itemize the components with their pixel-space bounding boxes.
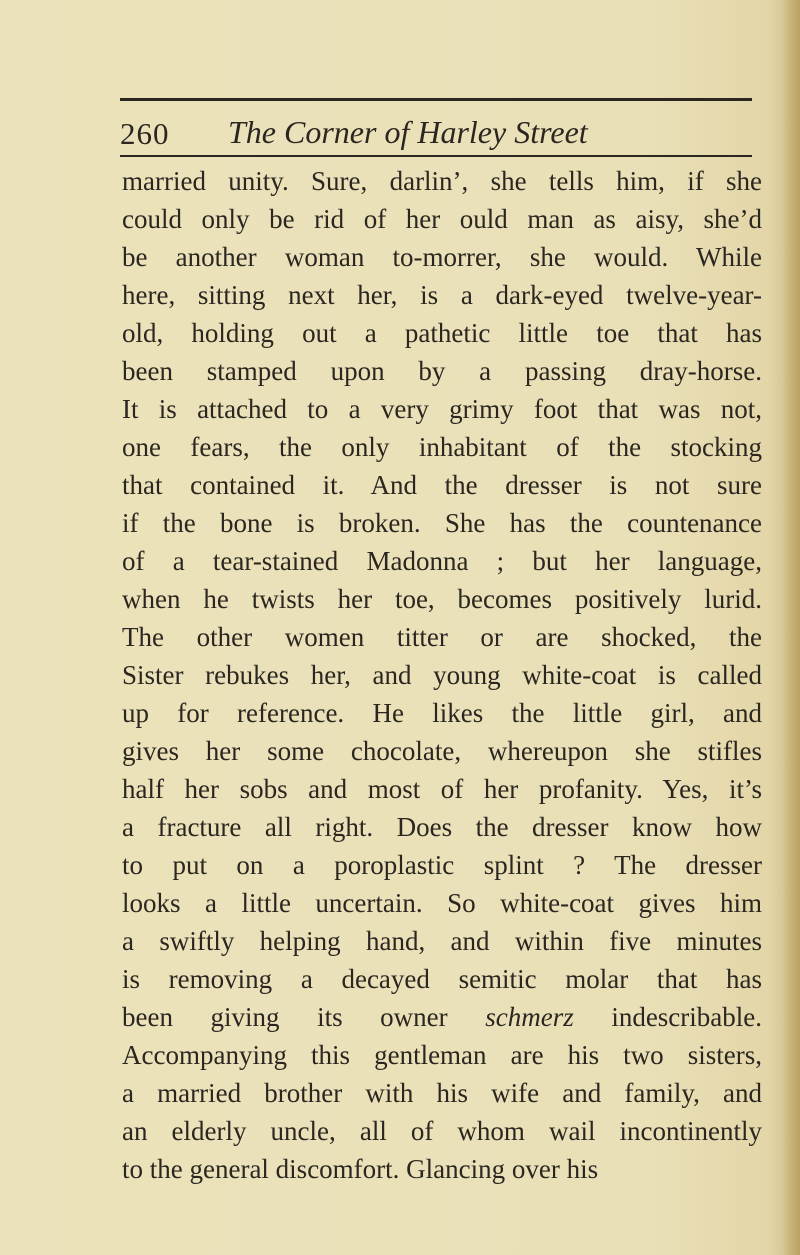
text-line-22: is removing a decayed semitic molar that has	[122, 964, 762, 994]
text-line-21: a swiftly helping hand, and within five minutes	[122, 926, 762, 956]
page-edge-shadow	[782, 0, 800, 1255]
text-line-6: been stamped upon by a passing dray-horse.	[122, 356, 762, 386]
text-line-16: gives her some chocolate, whereupon she stifles	[122, 736, 762, 766]
text-line-3: be another woman to-morrer, she would. While	[122, 242, 762, 272]
text-line-17: half her sobs and most of her profanity. Yes, it’s	[122, 774, 762, 804]
text-line-23-end: indescribable.	[611, 1002, 763, 1032]
running-head	[118, 110, 758, 152]
header-rule-top	[120, 98, 752, 101]
text-line-12: when he twists her toe, becomes positively lurid.	[122, 584, 762, 614]
text-line-15: up for reference. He likes the little girl, and	[122, 698, 762, 728]
text-line-8: one fears, the only inhabitant of the stocking	[122, 432, 762, 462]
text-line-27: to the general discomfort. Glancing over his	[122, 1154, 599, 1184]
text-line-14: Sister rebukes her, and young white-coat is called	[122, 660, 762, 690]
text-line-10: if the bone is broken. She has the countenance	[122, 508, 762, 538]
text-line-25: a married brother with his wife and family, and	[122, 1078, 762, 1108]
text-line-5: old, holding out a pathetic little toe that has	[122, 318, 762, 348]
text-line-23-start: been giving its owner	[122, 1002, 448, 1032]
text-line-13: The other women titter or are shocked, the	[122, 622, 762, 652]
body-text	[122, 162, 762, 1188]
text-line-4: here, sitting next her, is a dark-eyed twelve-year-	[122, 280, 762, 310]
text-line-19: to put on a poroplastic splint ? The dresser	[122, 850, 762, 880]
italic-word-schmerz: schmerz	[485, 1002, 574, 1032]
text-line-18: a fracture all right. Does the dresser know how	[122, 812, 762, 842]
text-line-23	[122, 998, 762, 1036]
page-number: 260	[120, 116, 170, 151]
text-line-11: of a tear-stained Madonna ; but her language,	[122, 546, 762, 576]
header-rule-bottom	[120, 155, 752, 157]
running-title: The Corner of Harley Street	[228, 114, 588, 150]
text-line-2: could only be rid of her ould man as aisy, she’d	[122, 204, 762, 234]
text-line-9: that contained it. And the dresser is not sure	[122, 470, 762, 500]
text-line-26: an elderly uncle, all of whom wail incontinently	[122, 1116, 762, 1146]
text-line-24: Accompanying this gentleman are his two sisters,	[122, 1040, 762, 1070]
text-line-1: married unity. Sure, darlin’, she tells him, if she	[122, 166, 762, 196]
text-line-7: It is attached to a very grimy foot that was not,	[122, 394, 762, 424]
text-line-20: looks a little uncertain. So white-coat gives him	[122, 888, 762, 918]
